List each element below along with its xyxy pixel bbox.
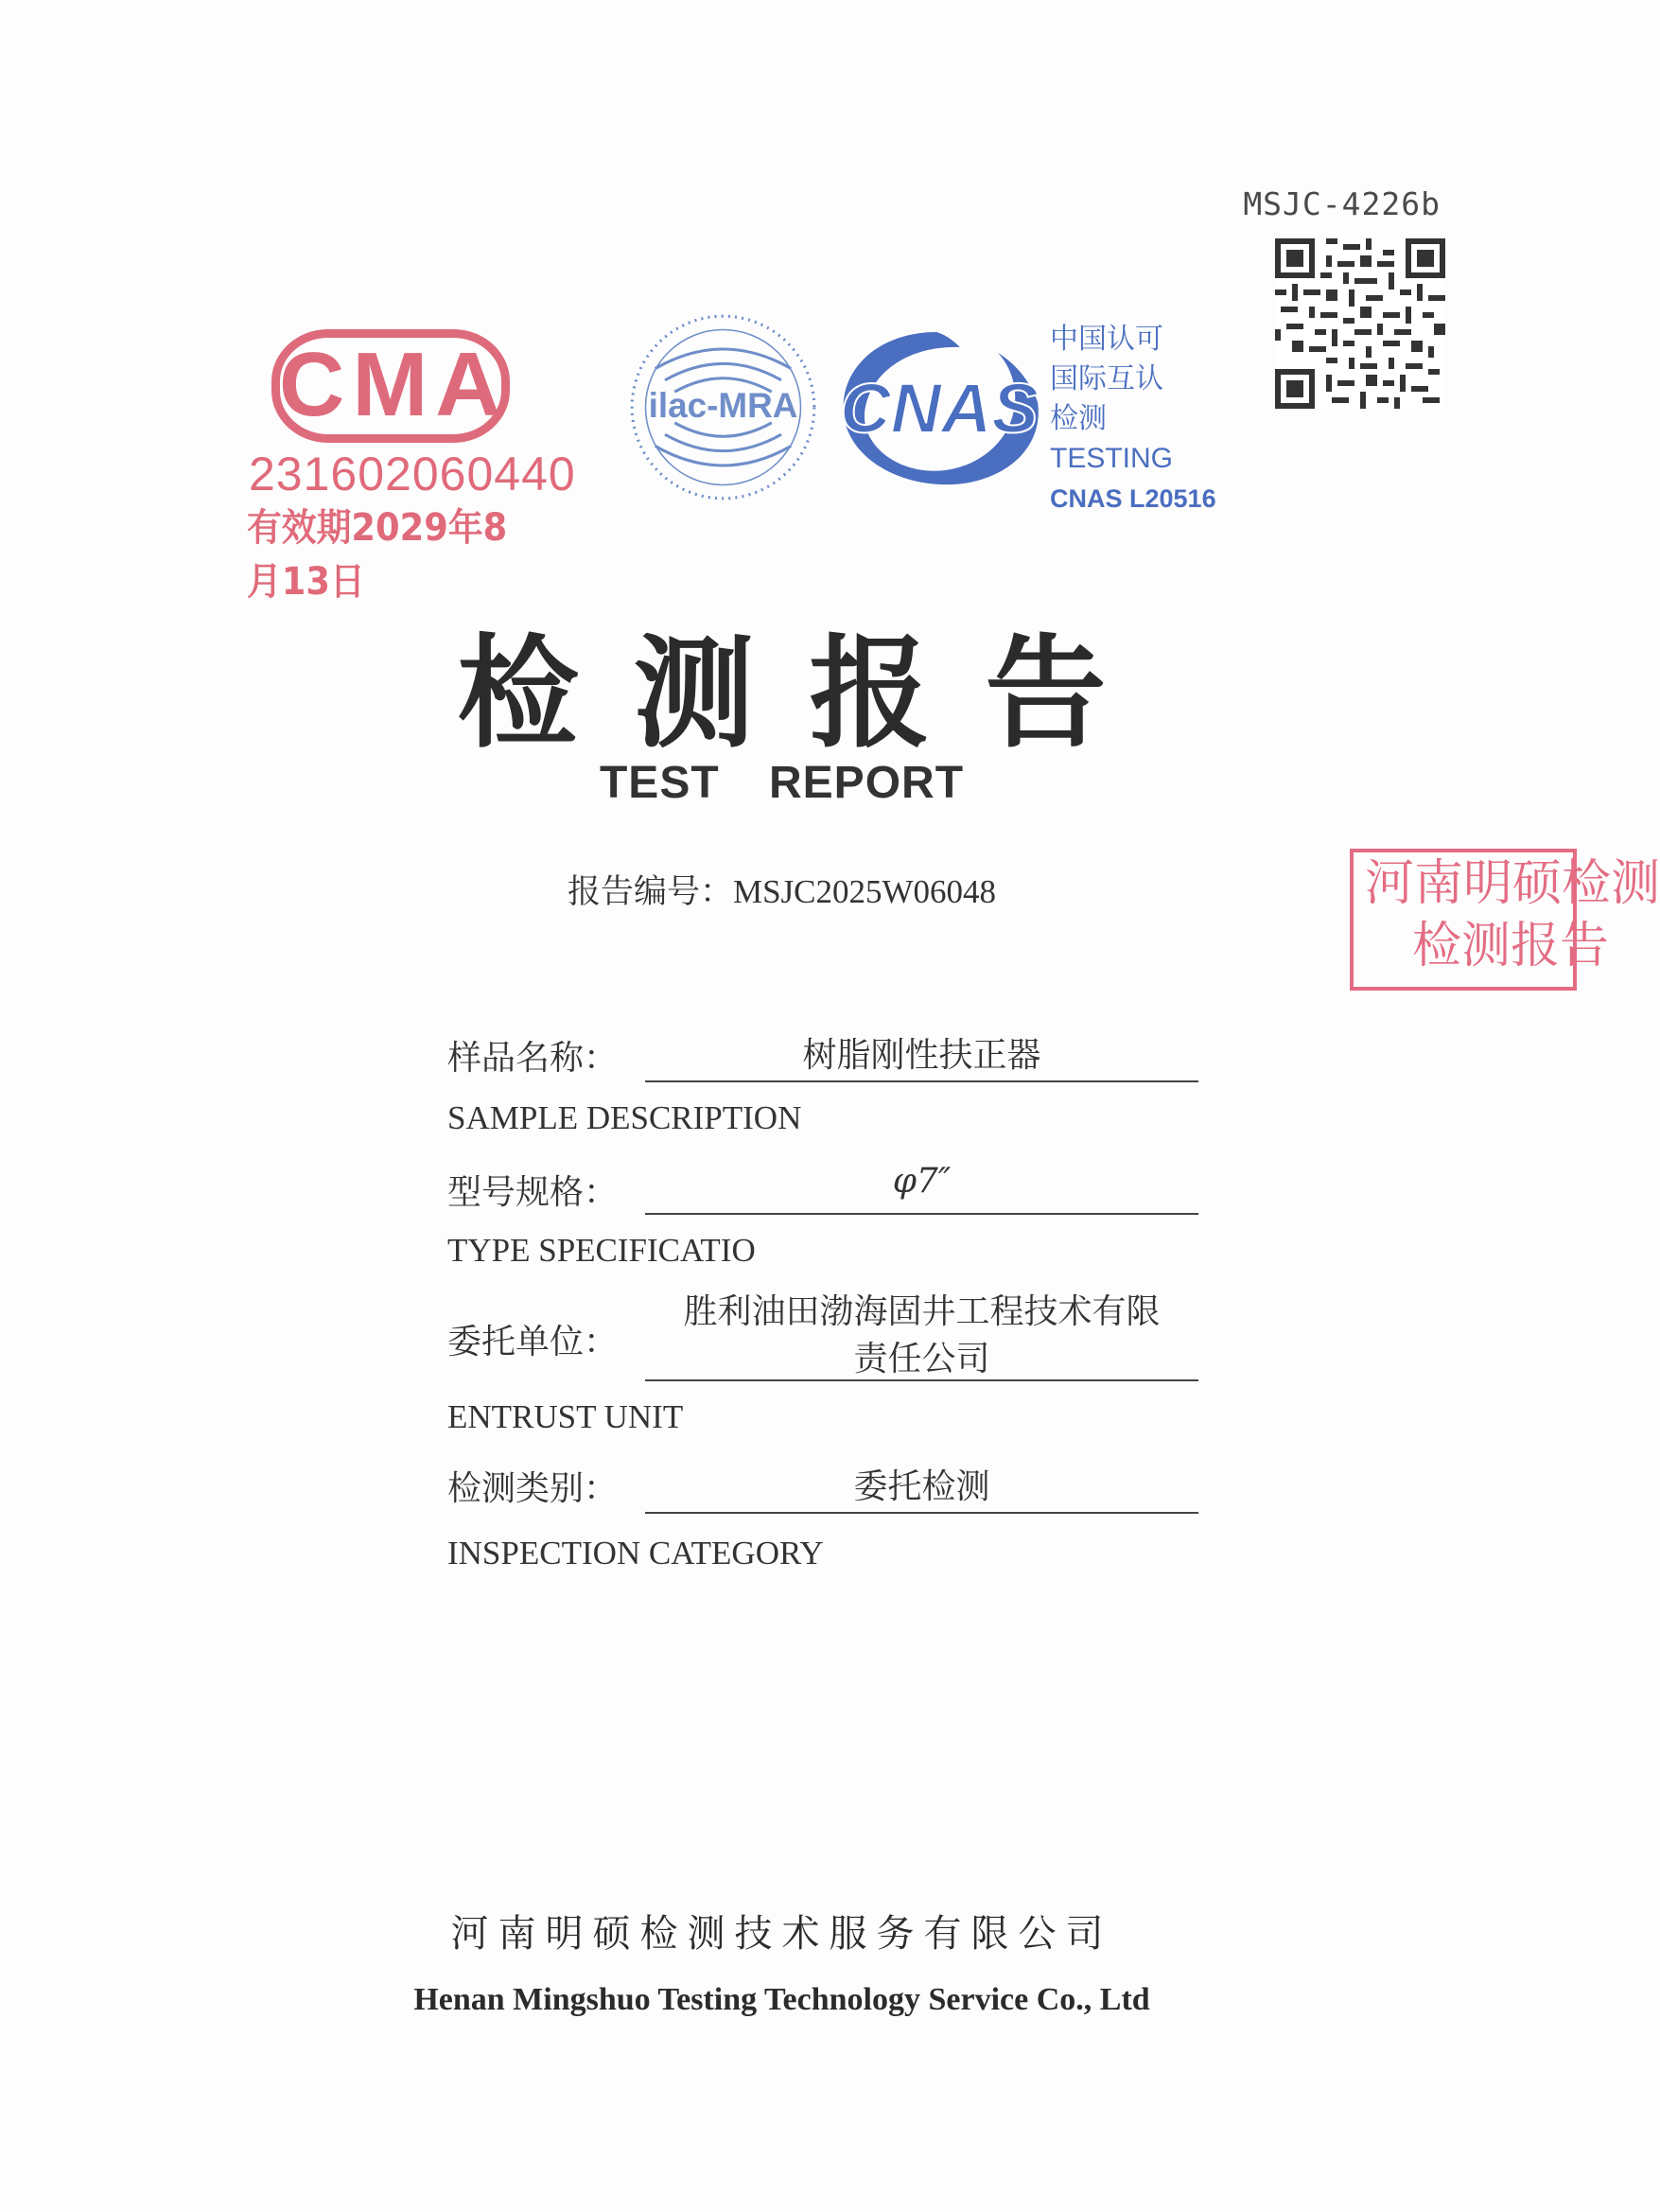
client-value-line-1: 胜利油田渤海固井工程技术有限: [683, 1292, 1161, 1331]
cma-valid-date: 有效期2029年8月13日: [247, 506, 508, 604]
cnas-logo-text: CNAS: [840, 369, 1039, 448]
type-value: φ7″: [892, 1162, 952, 1201]
category-label-en: INSPECTION CATEGORY: [447, 1535, 824, 1571]
cnas-line-2: 国际互认: [1050, 362, 1163, 395]
client-label-en: ENTRUST UNIT: [447, 1398, 684, 1435]
report-number: [0, 866, 1564, 913]
client-value-line-2: 责任公司: [853, 1340, 990, 1378]
cnas-line-5: CNAS L20516: [1050, 484, 1216, 513]
sample-value: 树脂刚性扶正器: [802, 1036, 1041, 1075]
type-label: 型号规格：: [447, 1173, 619, 1212]
category-label: 检测类别：: [447, 1469, 619, 1508]
sample-label-en: SAMPLE DESCRIPTION: [447, 1099, 802, 1136]
ilac-text: ilac-MRA: [648, 385, 798, 425]
title-chinese: 检测报告: [457, 623, 1162, 764]
company-name-chinese: 河南明硕检测技术服务有限公司: [450, 1912, 1113, 1956]
cma-letters: CMA: [279, 334, 509, 435]
sample-label: 样品名称：: [447, 1039, 619, 1078]
side-stamp-line-1: 河南明硕检测: [1365, 855, 1660, 912]
cma-stamp: [241, 322, 576, 604]
report-number-label: 报告编号：: [567, 873, 733, 911]
report-number-value: MSJC2025W06048: [732, 873, 997, 910]
cnas-line-1: 中国认可: [1050, 323, 1163, 356]
client-label: 委托单位：: [447, 1323, 619, 1361]
cnas-accreditation-text: [1050, 320, 1216, 518]
category-value: 委托检测: [853, 1467, 990, 1506]
cnas-line-4: TESTING: [1050, 443, 1174, 474]
side-stamp-line-2: 检测报告: [1412, 918, 1610, 974]
type-underline: [645, 1213, 1198, 1215]
sample-underline: [645, 1080, 1198, 1082]
cma-number: 231602060440: [249, 448, 576, 500]
type-label-en: TYPE SPECIFICATIO: [447, 1232, 756, 1269]
category-underline: [645, 1512, 1198, 1514]
document-code: MSJC-4226b: [1243, 185, 1441, 222]
client-underline: [645, 1379, 1198, 1381]
ilac-mra-logo: [626, 310, 820, 504]
company-name-english: Henan Mingshuo Testing Technology Service Co., Ltd: [413, 1982, 1150, 2017]
cnas-logo: [828, 326, 1045, 497]
qr-code: [1275, 238, 1445, 409]
title-english: TEST REPORT: [599, 758, 965, 808]
cnas-line-3: 检测: [1050, 402, 1107, 435]
